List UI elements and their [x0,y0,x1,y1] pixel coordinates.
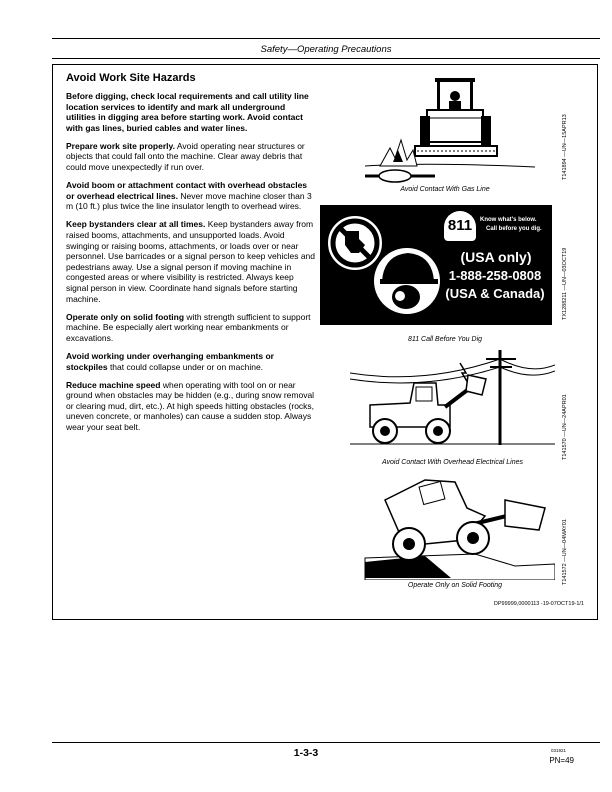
document-reference: DP99999,0000113 -19-07OCT19-1/1 [493,601,584,607]
text-column [66,72,316,440]
paragraph-3-bold: Avoid boom or attachment contact with overhead obstacles or overhead electrical lines. [66,180,308,201]
call-before-you-dig-sign [320,205,552,325]
paragraph-2 [66,141,316,173]
worker-helmet-icon [372,241,442,317]
caption-solid-footing: Operate Only on Solid Footing [407,582,503,589]
paragraph-5-text: with strength sufficient to support machine. Be especially alert working near embankments or excavations. [66,311,311,343]
paragraph-5-bold: Operate only on solid footing [66,311,185,322]
paragraph-3-text: Never move machine closer than 3 m (10 ft.) plus twice the line insulator length to overhead wires. [66,190,312,212]
paragraph-3 [66,180,316,212]
paragraph-2-text: Avoid operating near structures or objects that could fall onto the machine. Clear away debris that could move unexpectedly if run over. [66,140,305,173]
caption-gas-line: Avoid Contact With Gas Line [400,186,490,193]
figure-id-gas-line: T141894 —UN—15APR13 [562,114,568,180]
paragraph-6 [66,351,316,372]
paragraph-4 [66,219,316,304]
paragraph-7 [66,380,316,433]
caption-811: 811 Call Before You Dig [407,336,483,343]
paragraph-6-bold: Avoid working under overhanging embankments or stockpiles [66,350,274,372]
paragraph-7-text: when operating with tool on or near ground when obstacles may be hidden (e.g., during snow removal or clearing mud, dirt, etc.). At high speeds hitting obstacles (rocks, uneven concrete, or manholes) can cause a sudden stop. Always wear your seat belt. [66,379,315,433]
caption-overhead-lines: Avoid Contact With Overhead Electrical Lines [381,459,524,466]
sign-phone-number: 1-888-258-0808 [448,268,542,283]
811-tagline-1: Know what's below. [480,217,537,223]
paragraph-1-bold: Before digging, check local requirements and call utility line location services to identify and mark all underground utilities in digging area before starting work. Avoid contact with gas lines, buried cables and water lines. [66,91,309,133]
811-tagline-2: Call before you dig. [486,226,542,232]
paragraph-4-bold: Keep bystanders clear at all times. [66,219,206,230]
paragraph-4-text: Keep bystanders away from raised booms, attachments, and unsupported loads. Avoid swinging or raising booms, attachments, or loads over or near personnel. Use barricades or a signal person to keep vehicles and pedestrians away. Use a signal person if moving machine in congested areas or where visibility is restricted. Always keep signal person in view. Coordinate hand signals before starting machine. [66,219,316,304]
pn-number: PN=49 [549,756,574,765]
figure-id-solid-footing: T141572 —UN—04MAY01 [562,519,568,585]
sign-line-usa-only: (USA only) [460,249,532,265]
gas-line-illustration [365,70,535,188]
paragraph-2-bold: Prepare work site properly. [66,140,175,151]
header-rule-top [52,38,600,39]
paragraph-6-text: that could collapse under or on machine. [107,361,264,372]
section-title: Avoid Work Site Hazards [66,72,196,84]
811-badge: 811 [444,211,476,241]
page-number: 1-3-3 [293,747,319,759]
solid-footing-illustration [355,470,555,580]
footer-code: 031921 [550,748,566,753]
figure-id-overhead-lines: T141570 —UN—24APR01 [562,394,568,460]
figure-id-811: TX1288211 —UN—03OCT19 [562,247,568,320]
page-header-title: Safety—Operating Precautions [260,44,392,55]
header-rule-bottom [52,58,600,59]
footer-rule [52,742,600,743]
sign-line-usa-canada: (USA & Canada) [445,286,545,301]
paragraph-1 [66,91,316,133]
paragraph-5 [66,312,316,344]
overhead-lines-illustration [350,345,555,450]
paragraph-7-bold: Reduce machine speed [66,379,161,390]
